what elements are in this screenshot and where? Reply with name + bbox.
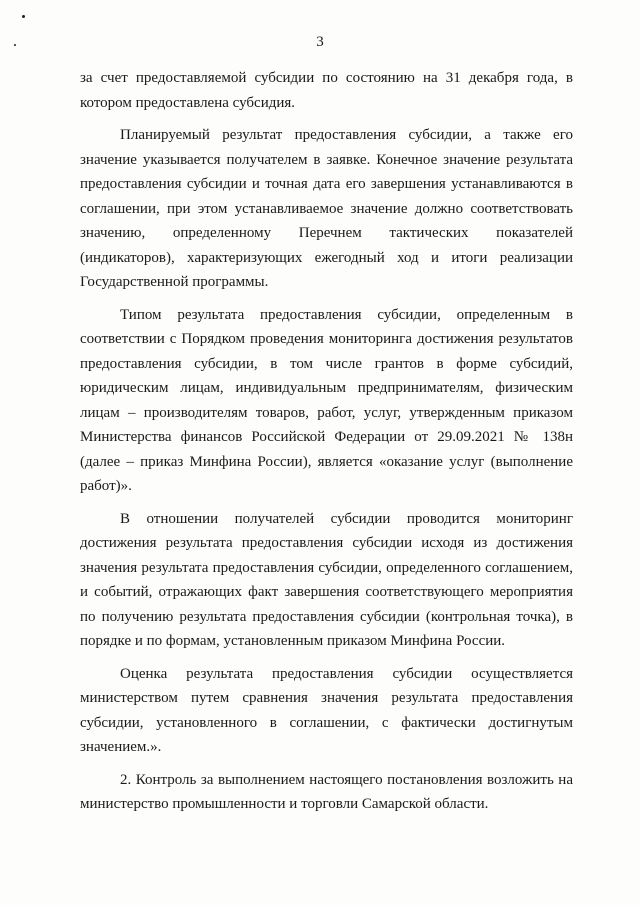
document-body <box>80 66 573 817</box>
paragraph-result-type: Типом результата предоставления субсидии, определенным в соответствии с Порядком проведения мониторинга достижения результатов предоставления субсидии, в том числе грантов в форме субсидий, юридическим лицам, индивидуальным предпринимателям, физическим лицам – производителям товаров, работ, услуг, утвержденным приказом Министерства финансов Российской Федерации от 29.09.2021 № 138н (далее – приказ Минфина России), является «оказание услуг (выполнение работ)». <box>80 306 573 494</box>
scan-speck <box>22 15 25 18</box>
paragraph-evaluation: Оценка результата предоставления субсидии осуществляется министерством путем сравнения значения результата предоставления субсидии, установленного в соглашении, с фактически достигнутым значением.». <box>80 665 573 755</box>
paragraph-planned-result: Планируемый результат предоставления субсидии, а также его значение указывается получателем в заявке. Конечное значение результата предоставления субсидии и точная дата его завершения устанавливаются в соглашении, при этом устанавливаемое значение должно соответствовать значению, определенному Перечнем тактических показателей (индикаторов), характеризующих ежегодный ход и итоги реализации Государственной программы. <box>80 127 573 290</box>
paragraph-control: 2. Контроль за выполнением настоящего постановления возложить на министерство промышленности и торговли Самарской области. <box>80 771 573 812</box>
paragraph-continuation: за счет предоставляемой субсидии по состоянию на 31 декабря года, в котором предоставлена субсидия. <box>80 70 573 111</box>
paragraph-monitoring: В отношении получателей субсидии проводится мониторинг достижения результата предоставления субсидии исходя из достижения значения результата предоставления субсидии, определенного соглашением, и событий, отражающих факт завершения соответствующего мероприятия по получению результата предоставления субсидии (контрольная точка), в порядке и по формам, установленным приказом Минфина России. <box>80 510 573 649</box>
page-number: 3 <box>316 34 324 50</box>
